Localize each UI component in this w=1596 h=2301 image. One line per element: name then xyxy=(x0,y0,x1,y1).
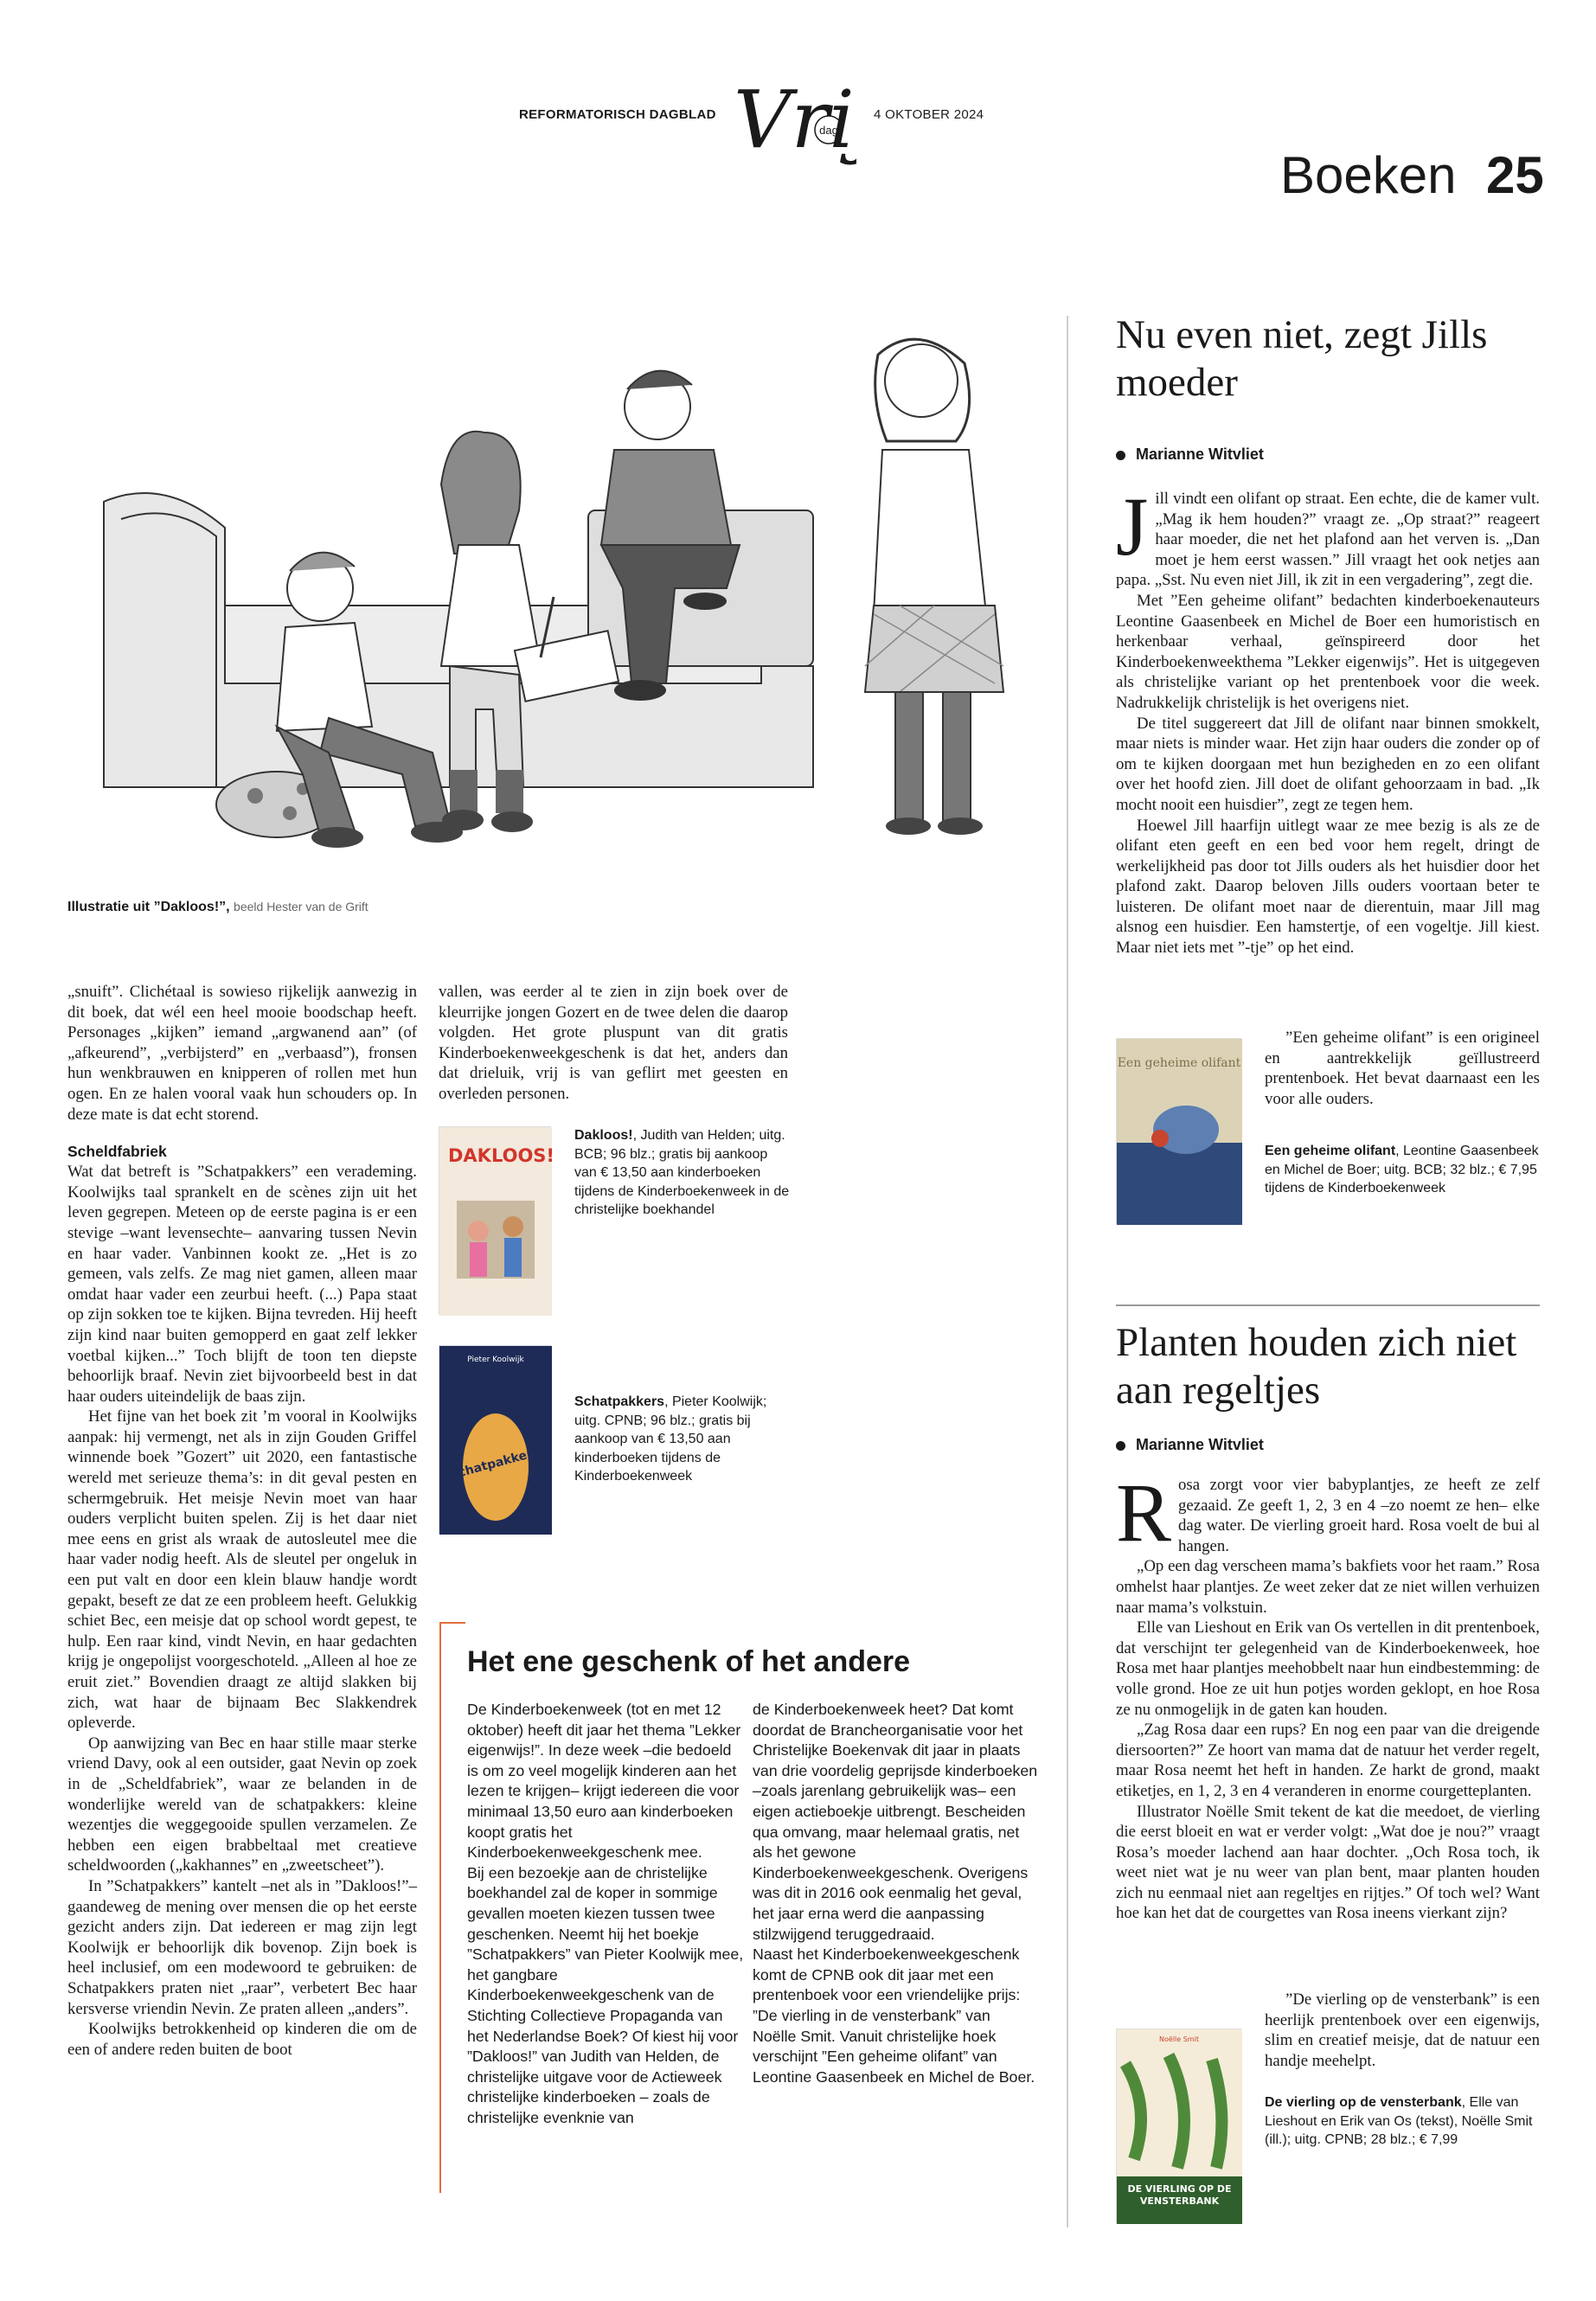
book-details: , Elle van Lieshout en Erik van Os (tekst), Noëlle Smit (ill.); uitg. CPNB; 28 blz.; € 7,99 xyxy=(1265,2095,1533,2147)
vrij-logo xyxy=(727,52,856,202)
cover-vierling-author: Noëlle Smit xyxy=(1159,2035,1199,2043)
article-2-byline xyxy=(1116,445,1264,464)
paragraph: de Kinderboekenweek heet? Dat komt doordat de Brancheorganisatie voor het Christelijke Boekenvak dit jaar in plaats van drie voordelig geprijsde kinderboeken –zoals jarenlang gebruikelijk was– een eigen actieboekje uitbrengt. Bescheiden qua omvang, maar helemaal gratis, net als het gewone Kinderboekenweekgeschenk. Overigens was dit in 2016 ook eenmalig het geval, het jaar erna werd die aanpassing stilzwijgend teruggedraaid. xyxy=(753,1701,1038,1943)
box-column-1 xyxy=(467,1700,744,2128)
paragraph: Illustrator Noëlle Smit tekent de kat die meedoet, de vierling die eerst bloeit en wat er verder volgt: „Wat doe je nou?” vraagt Rosa’s moeder lachend aan haar dochter. „Och Rosa toch, ik weet niet wat je nu weer van plan bent, maar planten houden zich nu eenmaal niet aan regeltjes en rijtjes.” Of toch wel? Want hoe kan het dat de courgettes van Rosa ineens vierkant zijn? xyxy=(1116,1802,1540,1923)
article-3-wrap-text xyxy=(1265,1990,1540,2071)
byline-dot xyxy=(1116,451,1125,460)
illustration-caption xyxy=(67,900,369,915)
byline-author: Marianne Witvliet xyxy=(1136,1436,1264,1453)
vrij-logo-word: Vri xyxy=(734,74,855,166)
page-number: 25 xyxy=(1486,146,1544,204)
book-details: , Leontine Gaasenbeek en Michel de Boer; uitg. BCB; 32 blz.; € 7,95 tijdens de Kinderboekenweek xyxy=(1265,1144,1539,1195)
book-title: Schatpakkers xyxy=(574,1394,665,1409)
cover-een-geheime-olifant xyxy=(1116,1038,1241,1224)
box-accent-rule xyxy=(439,1622,441,2193)
paragraph: Op aanwijzing van Bec en haar stille maar sterke vriend Davy, ook al een outsider, gaat Nevin op zoek in de „Scheldfabriek”, waar ze belanden in de wonderlijke wereld van de schatpakkers: kleine wezentjes die weggegooide spullen verzamelen. Ze hebben een eigen brabbeltaal met creatieve scheldwoorden („kakhannes” en „zweetscheet”). xyxy=(67,1734,417,1875)
dropcap: J xyxy=(1116,480,1149,573)
masthead xyxy=(519,52,1003,199)
article-3-body xyxy=(1116,1466,1540,1924)
paragraph: Hoewel Jill haarfijn uitlegt waar ze mee bezig is als ze de olifant eten geeft en een bed voor hem regelt, dringt de werkelijkheid pas door tot Jills ouders als het huisdier door het plafond zakt. Daarop beloven Jills ouders voortaan beter te luisteren. De olifant moet naar de dierentuin, maar Jill mag alsnog een huisdier. Een hamstertje, of een vogeltje. Jill kiest. Maar niet iets met ”-tje” op het eind. xyxy=(1116,816,1540,958)
paragraph: ill vindt een olifant op straat. Een echte, die de kamer vult. „Mag ik hem houden?” vraagt ze. „Op straat?” reageert haar moeder, die net het plafond aan het verven is. „Dan moet je hem eerst wassen.” Jill vraagt het ook netjes aan papa. „Sst. Nu even niet Jill, ik zit in een vergadering”, zegt die. xyxy=(1116,490,1540,590)
paragraph: ”De vierling op de vensterbank” is een heerlijk prentenboek over een eigenwijs, slim en creatief meisje, dat de natuur een handje meehelpt. xyxy=(1265,1990,1540,2070)
caption-credit: beeld Hester van de Grift xyxy=(234,900,369,913)
dropcap: R xyxy=(1116,1466,1172,1559)
box-accent-rule-top xyxy=(439,1622,465,1624)
article-2-body xyxy=(1116,480,1540,958)
article-3-headline: Planten houden zich niet aan regeltjes xyxy=(1116,1320,1517,1413)
cover-olifant-title: Een geheime olifant xyxy=(1117,1056,1241,1070)
paragraph: „snuift”. Clichétaal is sowieso rijkelijk aanwezig in dit boek, dat wél een heel mooie boodschap heeft. Personages „kijken” iemand „argwanend aan” (of „afkeurend”, „verbijsterd” en „verbaasd”), fronsen hun wenkbrauwen en knipperen of rollen met hun ogen. En ze halen vooral vaak hun schouders op. In deze mate is dat echt storend. xyxy=(67,983,417,1124)
paragraph: „Zag Rosa daar een rups? En nog een paar van die dreigende diersoorten?” Ze hoort van mama dat de natuur het verder regelt, maar Rosa neemt het heft in handen. Ze harkt de grond, maakt etiketjes, en 1, 2, 3 en 4 veranderen in enorme courgetteplanten. xyxy=(1116,1721,1540,1800)
cover-schatpakkers xyxy=(439,1345,551,1534)
cover-dakloos-title: DAKLOOS! xyxy=(448,1145,552,1166)
illustration-children-on-sofa xyxy=(69,303,1055,882)
byline-dot xyxy=(1116,1441,1125,1451)
paragraph: Het fijne van het boek zit ’m vooral in Koolwijks aanpak: hij vermengt, net als in zijn Gouden Griffel winnende boek ”Gozert” uit 2020, een fantastische wereld met serieuze thema’s: in dit geval pesten en schermgebruik. Het meisje Nevin moet van haar ouders verplicht buiten spelen. Zij is het daar niet mee eens en grist als wraak de autosleutel mee die haar vader nodig heeft. Als de sleutel per ongeluk in een put valt en door een klein blauw handje wordt gepakt, beseft ze dat ze een probleem heeft. Gelukkig schiet Bec, een meisje dat op school wordt gepest, te hulp. Een raar kind, vindt Nevin, en haar gedachten krijg je ongepolijst voorgeschoteld. „Alleen al hoe ze eruit ziet.” Bovendien draagt ze altijd slakken bij zich, wat haar de bijnaam Bec Slakkendrek opleverde. xyxy=(67,1407,417,1733)
paragraph: Elle van Lieshout en Erik van Os vertellen in dit prentenboek, dat verschijnt ter gelegenheid van de Kinderboekenweek, hoe Rosa met haar plantjes meehobbelt naar hun eindbestemming: de volle grond. Hoe ze uit hun potjes worden geklopt, en hoe Rosa ze nu onmogelijk in de gaten kan houden. xyxy=(1116,1618,1540,1719)
main-article-column-1 xyxy=(67,982,417,2060)
caption-title: Illustratie uit ”Dakloos!”, xyxy=(67,900,230,914)
box-title: Het ene geschenk of het andere xyxy=(467,1645,911,1678)
paragraph: Met ”Een geheime olifant” bedachten kinderboekenauteurs Leontine Gaasenbeek en Michel de Boer een humoristisch en herkenbaar verhaal, geïnspireerd door het Kinderboekenweekthema ”Lekker eigenwijs”. Het is uitgegeven als christelijke variant op het prentenboek voor die week. Nadrukkelijk christelijk is het overigens niet. xyxy=(1116,591,1540,712)
article-2-headline: Nu even niet, zegt Jills moeder xyxy=(1116,312,1488,405)
column-divider xyxy=(1067,316,1068,2227)
box-column-2 xyxy=(753,1700,1038,2087)
paragraph: De titel suggereert dat Jill de olifant naar binnen smokkelt, maar niets is minder waar. Het zijn haar ouders die zonder op of om te kijken doorgaan met hun bezigheden en zo een olifant over het hoofd zien. Jill doet de olifant gehoorzaam in bad. „Ik mocht nooit een huisdier”, zegt ze tegen hem. xyxy=(1116,714,1540,814)
vrij-logo-badge: dag xyxy=(819,124,838,137)
paragraph: „Op een dag verscheen mama’s bakfiets voor het raam.” Rosa omhelst haar plantjes. Ze weet zeker dat ze niet willen verhuizen naar mama’s volkstuin. xyxy=(1116,1557,1540,1617)
section-title: Boeken xyxy=(1280,146,1457,204)
article-2-wrap-text xyxy=(1265,1028,1540,1109)
book-title: Een geheime olifant xyxy=(1265,1144,1396,1158)
paragraph: osa zorgt voor vier babyplantjes, ze heeft ze zelf gezaaid. Ze geeft 1, 2, 3 en 4 –zo noemt ze hen– elke dag water. De vierling groeit hard. Rosa voelt de bui al hangen. xyxy=(1178,1476,1540,1555)
book-info-dakloos xyxy=(574,1126,791,1220)
cover-vierling-title: DE VIERLING OP DE VENSTERBANK xyxy=(1127,2183,1232,2207)
byline-author: Marianne Witvliet xyxy=(1136,445,1264,463)
book-info-de-vierling-op-de-vensterbank xyxy=(1265,2093,1540,2150)
article-divider xyxy=(1116,1304,1540,1306)
cover-de-vierling-op-de-vensterbank xyxy=(1116,2029,1241,2223)
paragraph: De Kinderboekenweek (tot en met 12 oktober) heeft dit jaar het thema ”Lekker eigenwijs!”. In deze week –die bedoeld is om zo veel mogelijk kinderen aan het lezen te krijgen– krijgt iedereen die voor minimaal 13,50 euro aan kinderboeken koopt gratis het Kinderboekenweekgeschenk mee. xyxy=(467,1701,741,1862)
main-article-column-2 xyxy=(439,982,788,1105)
paragraph: Bij een bezoekje aan de christelijke boekhandel zal de koper in sommige gevallen moeten kiezen tussen twee geschenken. Neemt hij het boekje ”Schatpakkers” van Pieter Koolwijk mee, het gangbare Kinderboekenweekgeschenk van de Stichting Collectieve Propaganda van het Nederlandse Boek? Of kiest hij voor ”Dakloos!” van Judith van Helden, de christelijke uitgave voor de Actieweek christelijke kinderboeken – zoals de christelijke evenknie van xyxy=(467,1863,744,2126)
issue-date: 4 OKTOBER 2024 xyxy=(874,107,984,122)
book-details: , Pieter Koolwijk; uitg. CPNB; 96 blz.; gratis bij aankoop van € 13,50 aan kinderboeken tijdens de Kinderboekenweek xyxy=(574,1394,767,1484)
article-3-byline xyxy=(1116,1436,1264,1454)
subhead-scheldfabriek: Scheldfabriek xyxy=(67,1143,167,1161)
book-title: Dakloos! xyxy=(574,1128,633,1143)
paragraph: Koolwijks betrokkenheid op kinderen die om de een of andere reden buiten de boot xyxy=(67,2020,417,2059)
cover-schatpakkers-author: Pieter Koolwijk xyxy=(467,1356,524,1364)
paragraph: vallen, was eerder al te zien in zijn boek over de kleurrijke jongen Gozert en de twee delen die daarop volgden. Het grote pluspunt van dit gratis Kinderboekenweekgeschenk is dat het, anders dan dat drieluik, vrij is van geflirt met geesten en overleden personen. xyxy=(439,983,788,1103)
book-info-een-geheime-olifant xyxy=(1265,1142,1540,1198)
paragraph: Naast het Kinderboekenweekgeschenk komt de CPNB ook dit jaar met een prentenboek voor een vriendelijke prijs: ”De vierling in de vensterbank” van Noëlle Smit. Vanuit christelijke hoek verschijnt ”Een geheime olifant” van Leontine Gaasenbeek en Michel de Boer. xyxy=(753,1945,1035,2086)
paragraph: Wat dat betreft is ”Schatpakkers” een verademing. Koolwijks taal sprankelt en de scènes zijn uit het leven gegrepen. Meteen op de eerste pagina is er een stevige –want levensechte– aanvaring tussen Nevin en haar vader. Vanbinnen kookt ze. „Het is zo gemeen, vals zelfs. Ze mag niet gamen, alleen maar omdat haar vader een zeurbui heeft. (...) Papa staat op zijn sokken toe te kijken. Bijna tevreden. Hij heeft zijn kind naar buiten gemopperd en gaat zelf lekker voetbal kijken...” Toch blijft de toon ten diepste behoorlijk braaf. Nevin ziet bijvoorbeeld best in dat haar ouders uiteindelijk de baas zijn. xyxy=(67,1163,417,1406)
paragraph: In ”Schatpakkers” kantelt –net als in ”Dakloos!”– gaandeweg de mening over mensen die op het eerste gezicht anders zijn. Dat iedereen er mag zijn legt Koolwijk er behoorlijk dik bovenop. Zijn boek is heel inclusief, om een modewoord te gebruiken: de Schatpakkers praten niet „raar”, verbetert Bec haar kersverse vriendin Nevin. Ze praten alleen „anders”. xyxy=(67,1876,417,2018)
cover-dakloos xyxy=(439,1126,551,1315)
book-details: , Judith van Helden; uitg. BCB; 96 blz.; gratis bij aankoop van € 13,50 aan kinderboeken tijdens de Kinderboekenweek in de christelijke boekhandel xyxy=(574,1128,790,1217)
book-info-schatpakkers xyxy=(574,1393,791,1486)
book-title: De vierling op de vensterbank xyxy=(1265,2095,1462,2110)
paper-name: REFORMATORISCH DAGBLAD xyxy=(519,107,716,122)
cover-schatpakkers-title: Schatpakkers xyxy=(448,1445,542,1483)
paragraph: ”Een geheime olifant” is een origineel en aantrekkelijk geïllustreerd prentenboek. Het bevat daarnaast een les voor alle ouders. xyxy=(1265,1029,1540,1108)
